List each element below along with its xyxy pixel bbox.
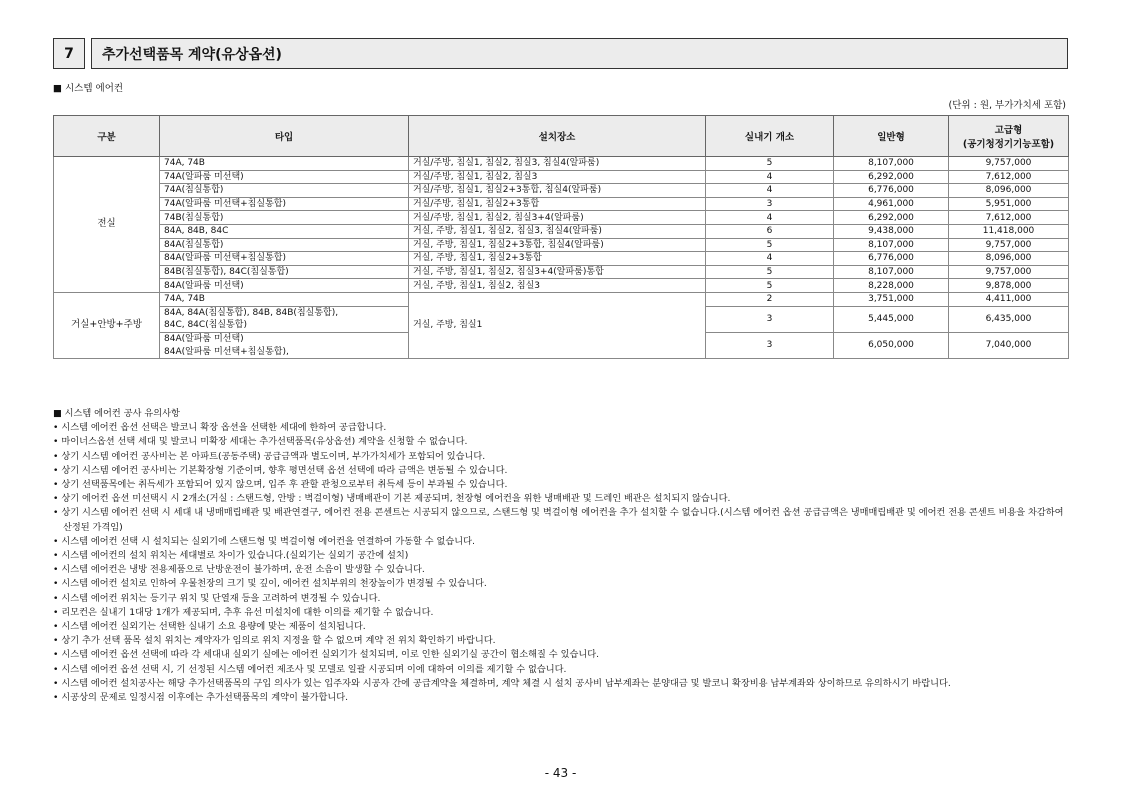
table-row [54,265,1069,279]
note-item: • 시스템 에어컨은 냉방 전용제품으로 난방운전이 불가하며, 운전 소음이 발생할 수 있습니다. [53,564,425,576]
type-cell: 74A, 74B [160,157,409,171]
note-item: • 시스템 에어컨 위치는 등기구 위치 및 단열재 등을 고려하여 변경될 수 있습니다. [53,592,381,604]
note-item: • 상기 시스템 에어컨 선택 시 세대 내 냉매매립배관 및 배관연결구, 에어컨 전용 콘센트는 시공되지 않으므로, 스탠드형 및 벽걸이형 에어컨을 추가 설치할 수 없습니다.(시스템 에어컨 옵션 공급금액은 냉매매립배관 및 에어컨 전용 콘센트 비용을 차감하여 산정된 가격임) [53,507,1064,533]
location-cell: 거실, 주방, 침실1, 침실2+3통합 [409,252,706,266]
subtitle: ■ 시스템 에어컨 [53,83,124,94]
type-cell: 84A, 84A(침실통합), 84B, 84B(침실통합), [160,306,409,319]
standard-price-cell: 4,961,000 [834,197,949,211]
note-item: • 시스템 에어컨 옵션 선택에 따라 각 세대내 실외기 실에는 에어컨 실외기가 설치되며, 이로 인한 실외기실 공간이 협소해질 수 있습니다. [53,649,600,661]
count-cell: 3 [706,306,834,332]
notes-section [53,407,1073,705]
standard-price-cell: 5,445,000 [834,306,949,332]
count-cell: 6 [706,224,834,238]
location-cell: 거실, 주방, 침실1, 침실2+3통합, 침실4(알파룸) [409,238,706,252]
location-cell: 거실/주방, 침실1, 침실2, 침실3 [409,170,706,184]
standard-price-cell: 6,050,000 [834,332,949,358]
type-cell: 84A(알파룸 미선택) [160,279,409,293]
col-standard: 일반형 [834,116,949,157]
table-row [54,157,1069,171]
count-cell: 2 [706,292,834,306]
premium-price-cell: 6,435,000 [949,306,1069,332]
standard-price-cell: 8,107,000 [834,265,949,279]
table-row [54,279,1069,293]
premium-price-cell: 7,612,000 [949,211,1069,225]
section-header [53,38,1068,69]
col-location: 설치장소 [409,116,706,157]
premium-price-cell: 9,757,000 [949,265,1069,279]
note-item: • 시스템 에어컨 옵션 선택은 발코니 확장 옵션을 선택한 세대에 한하여 공급합니다. [53,422,387,434]
count-cell: 5 [706,238,834,252]
table-row [54,224,1069,238]
notes-heading: ■ 시스템 에어컨 공사 유의사항 [53,408,180,419]
type-cell: 84A(알파룸 미선택+침실통합), [160,345,409,358]
standard-price-cell: 3,751,000 [834,292,949,306]
count-cell: 3 [706,197,834,211]
type-cell: 74A(알파룸 미선택) [160,170,409,184]
count-cell: 5 [706,279,834,293]
note-item: • 시스템 에어컨 설치로 인하여 우물천장의 크기 및 깊이, 에어컨 설치부위의 천장높이가 변경될 수 있습니다. [53,578,487,590]
note-item: • 시스템 에어컨 설치공사는 해당 추가선택품목의 구입 의사가 있는 입주자와 시공자 간에 공급계약을 체결하며, 계약 체결 시 설치 공사비 납부계좌는 분양대금 및 발코니 확장비용 납부계좌와 상이하므로 유의하시기 바랍니다. [53,677,951,689]
note-item: • 상기 시스템 에어컨 공사비는 기본확장형 기준이며, 향후 평면선택 옵션 선택에 따라 금액은 변동될 수 있습니다. [53,464,508,476]
location-cell: 거실, 주방, 침실1, 침실2, 침실3, 침실4(알파룸) [409,224,706,238]
table-row [54,211,1069,225]
standard-price-cell: 6,776,000 [834,252,949,266]
note-item: • 시스템 에어컨 옵션 선택 시, 기 선정된 시스템 에어컨 제조사 및 모델로 일괄 시공되며 이에 대하여 이의를 제기할 수 없습니다. [53,663,567,675]
unit-note: (단위 : 원, 부가가치세 포함) [948,100,1066,111]
type-cell: 74A, 74B [160,292,409,306]
standard-price-cell: 8,107,000 [834,238,949,252]
count-cell: 4 [706,252,834,266]
premium-price-cell: 9,878,000 [949,279,1069,293]
page-number: - 43 - [544,766,577,780]
type-cell: 84B(침실통합), 84C(침실통합) [160,265,409,279]
premium-price-cell: 8,096,000 [949,252,1069,266]
col-premium: 고급형 (공기청정기기능포함) [949,116,1069,157]
note-item: • 리모컨은 실내기 1대당 1개가 제공되며, 추후 유선 미설치에 대한 이의를 제기할 수 없습니다. [53,606,434,618]
location-cell: 거실/주방, 침실1, 침실2+3통합, 침실4(알파룸) [409,184,706,198]
note-item: • 상기 시스템 에어컨 공사비는 본 아파트(공동주택) 공급금액과 별도이며, 부가가치세가 포함되어 있습니다. [53,450,486,462]
premium-price-cell: 9,757,000 [949,238,1069,252]
premium-price-cell: 9,757,000 [949,157,1069,171]
type-cell: 84C, 84C(침실통합) [160,319,409,332]
count-cell: 5 [706,265,834,279]
premium-price-cell: 7,040,000 [949,332,1069,358]
type-cell: 74A(알파룸 미선택+침실통합) [160,197,409,211]
table-header-row [54,116,1069,157]
location-cell: 거실/주방, 침실1, 침실2, 침실3, 침실4(알파룸) [409,157,706,171]
col-category: 구분 [54,116,160,157]
premium-price-cell: 5,951,000 [949,197,1069,211]
type-cell: 84A(침실통합) [160,238,409,252]
type-cell: 74B(침실통합) [160,211,409,225]
location-cell: 거실, 주방, 침실1, 침실2, 침실3 [409,279,706,293]
table-row [54,238,1069,252]
table-row [54,184,1069,198]
standard-price-cell: 6,292,000 [834,170,949,184]
count-cell: 4 [706,211,834,225]
premium-price-cell: 11,418,000 [949,224,1069,238]
type-cell: 84A(알파룸 미선택) [160,332,409,345]
location-cell: 거실, 주방, 침실1 [409,292,706,358]
location-cell: 거실/주방, 침실1, 침실2+3통합 [409,197,706,211]
count-cell: 4 [706,170,834,184]
note-item: • 시스템 에어컨 실외기는 선택한 실내기 소요 용량에 맞는 제품이 설치됩니다. [53,621,366,633]
count-cell: 3 [706,332,834,358]
standard-price-cell: 8,107,000 [834,157,949,171]
price-table [53,115,1069,359]
col-count: 실내기 개소 [706,116,834,157]
note-item: • 상기 선택품목에는 취득세가 포함되어 있지 않으며, 입주 후 관할 관청으로부터 취득세 등이 부과될 수 있습니다. [53,479,508,491]
premium-price-cell: 4,411,000 [949,292,1069,306]
standard-price-cell: 8,228,000 [834,279,949,293]
table-row [54,292,1069,306]
group-label: 전실 [54,157,160,293]
standard-price-cell: 9,438,000 [834,224,949,238]
table-row [54,197,1069,211]
type-cell: 84A, 84B, 84C [160,224,409,238]
type-cell: 74A(침실통합) [160,184,409,198]
count-cell: 5 [706,157,834,171]
note-item: • 마이너스옵션 선택 세대 및 발코니 미확장 세대는 추가선택품목(유상옵션) 계약을 신청할 수 없습니다. [53,436,468,448]
note-item: • 시스템 에어컨 선택 시 설치되는 실외기에 스탠드형 및 벽걸이형 에어컨을 연결하여 가동할 수 없습니다. [53,535,475,547]
standard-price-cell: 6,292,000 [834,211,949,225]
location-cell: 거실/주방, 침실1, 침실2, 침실3+4(알파룸) [409,211,706,225]
section-title: 추가선택품목 계약(유상옵션) [91,38,1068,69]
note-item: • 시스템 에어컨의 설치 위치는 세대별로 차이가 있습니다.(실외기는 실외기 공간에 설치) [53,550,409,562]
premium-price-cell: 8,096,000 [949,184,1069,198]
note-item: • 상기 추가 선택 품목 설치 위치는 계약자가 임의로 위치 지정을 할 수 없으며 계약 전 위치 확인하기 바랍니다. [53,635,496,647]
group-label: 거실+안방+주방 [54,292,160,358]
location-cell: 거실, 주방, 침실1, 침실2, 침실3+4(알파룸)통합 [409,265,706,279]
type-cell: 84A(알파룸 미선택+침실통합) [160,252,409,266]
premium-price-cell: 7,612,000 [949,170,1069,184]
section-number: 7 [53,38,85,69]
note-item: • 시공상의 문제로 일정시점 이후에는 추가선택품목의 계약이 불가합니다. [53,692,349,704]
table-row [54,252,1069,266]
note-item: • 상기 에어컨 옵션 미선택시 시 2개소(거실 : 스탠드형, 안방 : 벽걸이형) 냉매배관이 기본 제공되며, 천장형 에어컨을 위한 냉매배관 및 드레인 배관은 설치되지 않습니다. [53,493,731,505]
table-row [54,170,1069,184]
col-type: 타입 [160,116,409,157]
count-cell: 4 [706,184,834,198]
standard-price-cell: 6,776,000 [834,184,949,198]
